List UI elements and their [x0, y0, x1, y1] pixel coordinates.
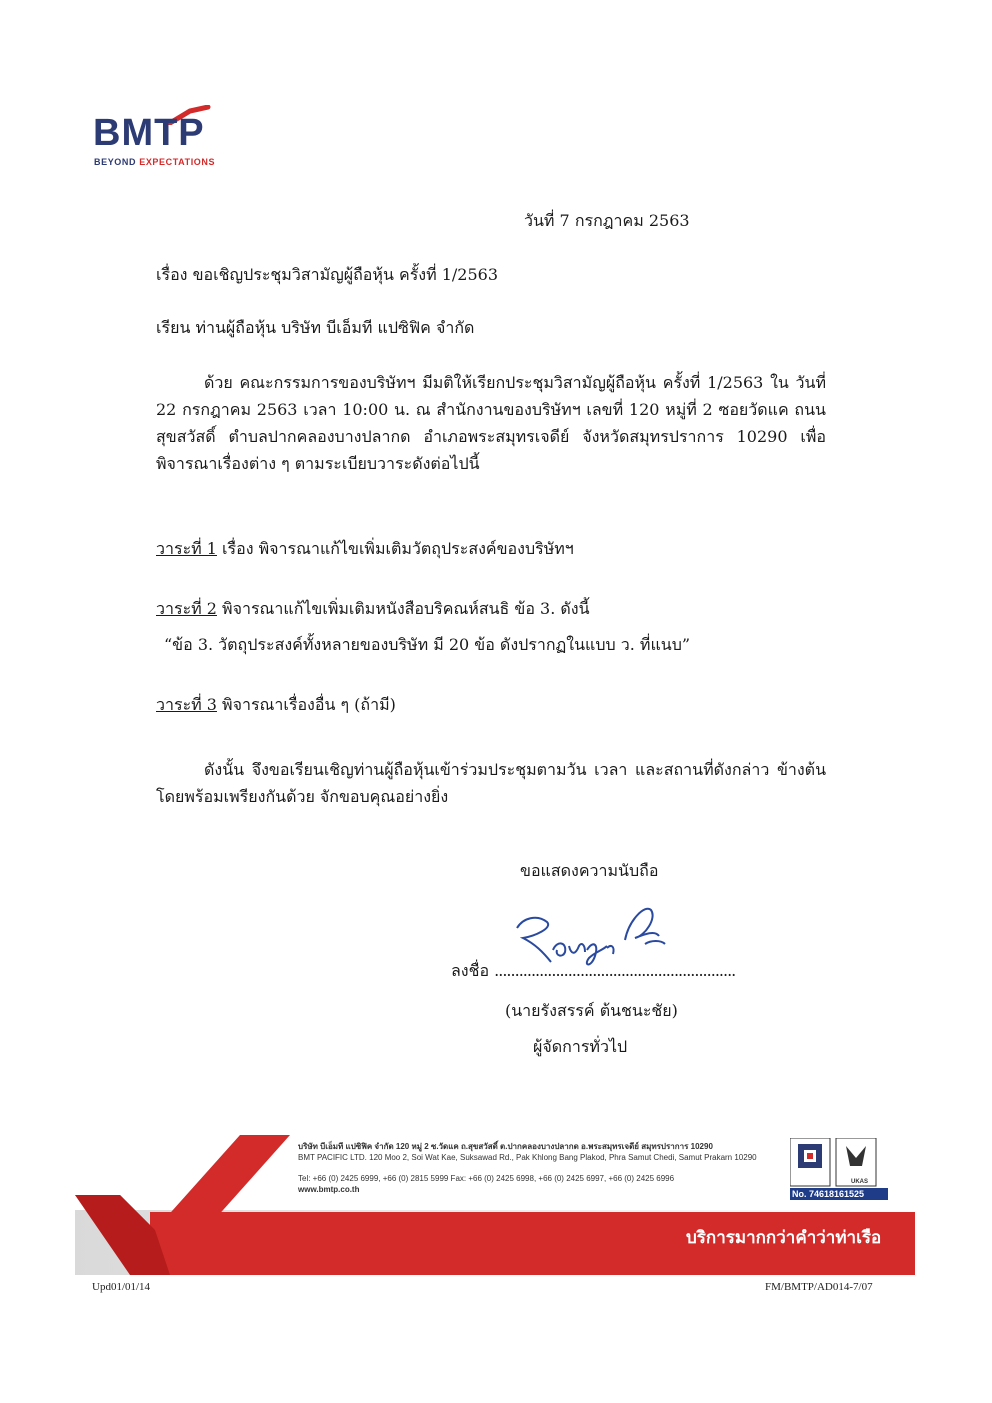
- logo-tagline: BEYOND EXPECTATIONS: [94, 157, 216, 167]
- footer-company-th: บริษัท บีเอ็มที แปซิฟิค จำกัด 120 หมู่ 2 ซ.วัดแค ถ.สุขสวัสดิ์ ต.ปากคลองบางปลากด อ.พระสมุทรเจดีย์ สมุทรปราการ 10290: [298, 1142, 713, 1151]
- letter-subject: เรื่อง ขอเชิญประชุมวิสามัญผู้ถือหุ้น ครั้งที่ 1/2563: [156, 265, 499, 284]
- cert-ukas: UKAS: [851, 1179, 869, 1185]
- form-update-code: Upd01/01/14: [92, 1281, 151, 1293]
- signatory-name: (นายรังสรรค์ ต้นชนะชัย): [505, 1001, 678, 1020]
- cert-number: No. 74618161525: [792, 1189, 865, 1199]
- agenda-item-1: วาระที่ 1 เรื่อง พิจารณาแก้ไขเพิ่มเติมวัตถุประสงค์ของบริษัทฯ: [156, 539, 574, 558]
- regards: ขอแสดงความนับถือ: [520, 861, 659, 880]
- signature-line: ลงชื่อ ...........................................................: [451, 961, 736, 980]
- footer-slogan: บริการมากกว่าคำว่าท่าเรือ: [686, 1228, 882, 1247]
- footer-contacts: Tel: +66 (0) 2425 6999, +66 (0) 2815 5999 Fax: +66 (0) 2425 6998, +66 (0) 2425 6997, +66 (0) 2425 6996: [298, 1174, 675, 1183]
- footer-company-en: BMT PACIFIC LTD. 120 Moo 2, Soi Wat Kae, Suksawad Rd., Pak Khlong Bang Plakod, Phra Samut Chedi, Samut Prakarn 10290: [298, 1153, 757, 1162]
- footer-website: www.bmtp.co.th: [298, 1185, 360, 1194]
- logo-wordmark: BMTP: [93, 112, 205, 154]
- letter-recipient: เรียน ท่านผู้ถือหุ้น บริษัท บีเอ็มที แปซิฟิค จำกัด: [156, 318, 475, 337]
- closing-paragraph: ดังนั้น จึงขอเรียนเชิญท่านผู้ถือหุ้นเข้าร่วมประชุมตามวัน เวลา และสถานที่ดังกล่าว ข้างต้นโดยพร้อมเพรียงกันด้วย จักขอบคุณอย่างยิ่ง: [156, 760, 826, 806]
- signatory-title: ผู้จัดการทั่วไป: [533, 1037, 628, 1056]
- letter-date: วันที่ 7 กรกฎาคม 2563: [524, 211, 690, 230]
- agenda-item-2-quote: “ข้อ 3. วัตถุประสงค์ทั้งหลายของบริษัท มี 20 ข้อ ดังปรากฏในแบบ ว. ที่แนบ”: [164, 635, 691, 654]
- body-paragraph: ด้วย คณะกรรมการของบริษัทฯ มีมติให้เรียกประชุมวิสามัญผู้ถือหุ้น ครั้งที่ 1/2563 ใน วันที่ 22 กรกฎาคม 2563 เวลา 10:00 น. ณ สำนักงานของบริษัทฯ เลขที่ 120 หมู่ที่ 2 ซอยวัดแค ถนนสุขสวัสดิ์ ตำบลปากคลองบางปลากด อำเภอพระสมุทรเจดีย์ จังหวัดสมุทรปราการ 10290 เพื่อพิจารณาเรื่องต่าง ๆ ตามระเบียบวาระดังต่อไปนี้: [156, 373, 826, 473]
- agenda-item-3: วาระที่ 3 พิจารณาเรื่องอื่น ๆ (ถ้ามี): [156, 695, 396, 714]
- agenda-item-2: วาระที่ 2 พิจารณาแก้ไขเพิ่มเติมหนังสือบริคณห์สนธิ ข้อ 3. ดังนี้: [156, 599, 590, 618]
- form-number: FM/BMTP/AD014-7/07: [765, 1281, 873, 1293]
